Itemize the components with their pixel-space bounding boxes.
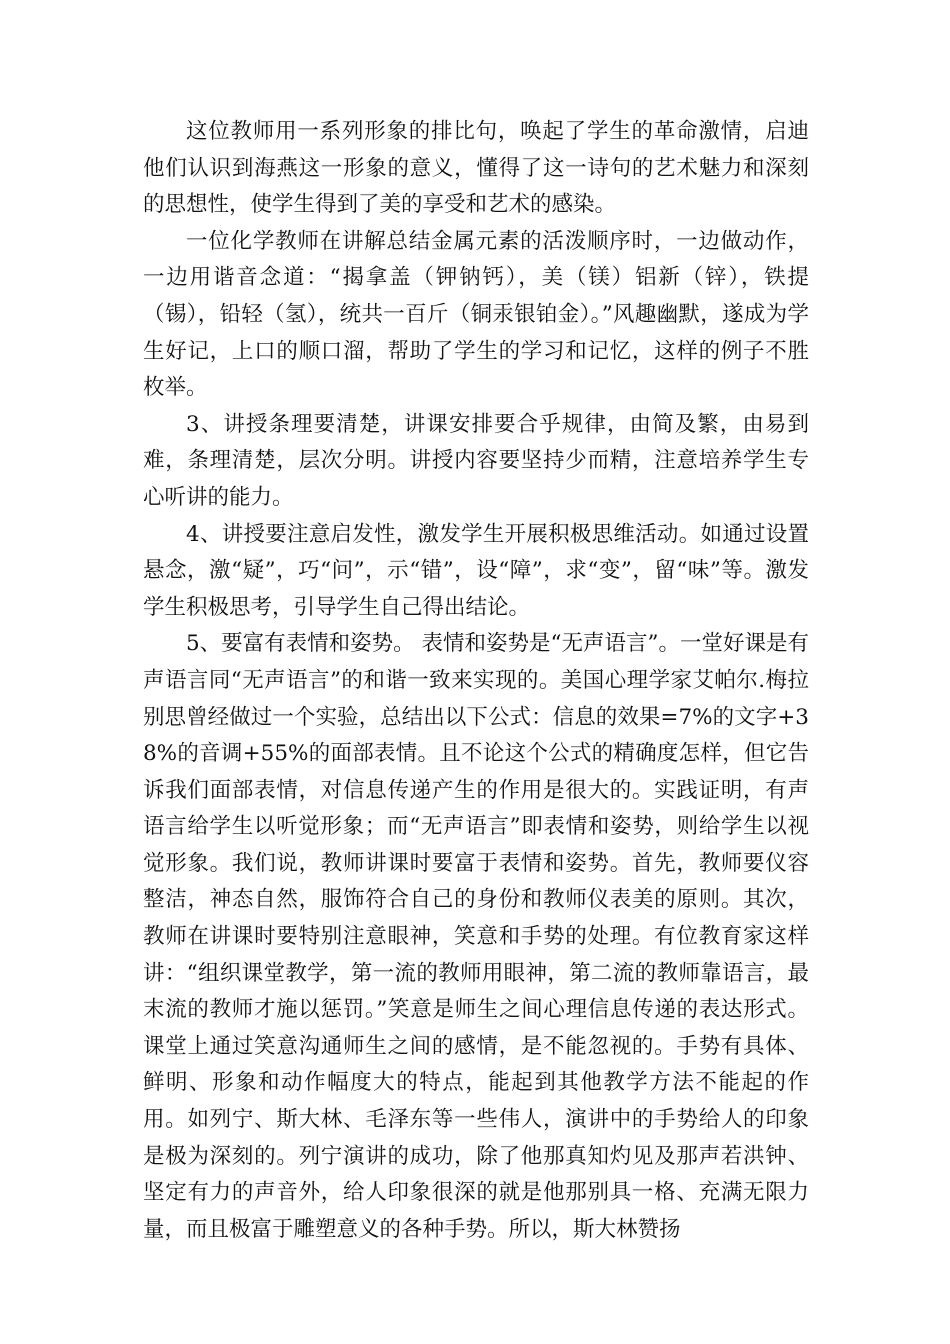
document-page xyxy=(143,114,809,1248)
paragraph-point-4-inspiration: 4、讲授要注意启发性，激发学生开展积极思维活动。如通过设置悬念，激“疑”，巧“问”，示“错”，设“障”，求“变”，留“味”等。激发学生积极思考，引导学生自己得出结论。 xyxy=(143,521,809,620)
paragraph-point-3-clarity: 3、讲授条理要清楚，讲课安排要合乎规律，由简及繁，由易到难，条理清楚，层次分明。讲授内容要坚持少而精，注意培养学生专心听讲的能力。 xyxy=(143,411,809,510)
paragraph-chemistry-mnemonic: 一位化学教师在讲解总结金属元素的活泼顺序时，一边做动作，一边用谐音念道：“揭拿盖（钾钠钙），美（镁）铝新（锌），铁提（锡），铅轻（氢），统共一百斤（铜汞银铂金）。”风趣幽默，遂成为学生好记，上口的顺口溜，帮助了学生的学习和记忆，这样的例子不胜枚举。 xyxy=(143,228,809,401)
paragraph-point-5-expression: 5、要富有表情和姿势。 表情和姿势是“无声语言”。一堂好课是有声语言同“无声语言”的和谐一致来实现的。美国心理学家艾帕尔.梅拉别思曾经做过一个实验，总结出以下公式：信息的效果=7%的文字+38%的音调+55%的面部表情。且不论这个公式的精确度怎样，但它告诉我们面部表情，对信息传递产生的作用是很大的。实践证明，有声语言给学生以听觉形象；而“无声语言”即表情和姿势，则给学生以视觉形象。我们说，教师讲课时要富于表情和姿势。首先，教师要仪容整洁，神态自然，服饰符合自己的身份和教师仪表美的原则。其次，教师在讲课时要特别注意眼神，笑意和手势的处理。有位教育家这样讲：“组织课堂教学，第一流的教师用眼神，第二流的教师靠语言，最末流的教师才施以惩罚。”笑意是师生之间心理信息传递的表达形式。课堂上通过笑意沟通师生之间的感情，是不能忽视的。手势有具体、鲜明、形象和动作幅度大的特点，能起到其他教学方法不能起的作用。如列宁、斯大林、毛泽东等一些伟人，演讲中的手势给人的印象是极为深刻的。列宁演讲的成功，除了他那真知灼见及那声若洪钟、坚定有力的声音外，给人印象很深的就是他那别具一格、充满无限力量，而且极富于雕塑意义的各种手势。所以，斯大林赞扬 xyxy=(143,631,809,1242)
paragraph-poetry-teaching: 这位教师用一系列形象的排比句，唤起了学生的革命激情，启迪他们认识到海燕这一形象的意义，懂得了这一诗句的艺术魅力和深刻的思想性，使学生得到了美的享受和艺术的感染。 xyxy=(143,119,809,218)
